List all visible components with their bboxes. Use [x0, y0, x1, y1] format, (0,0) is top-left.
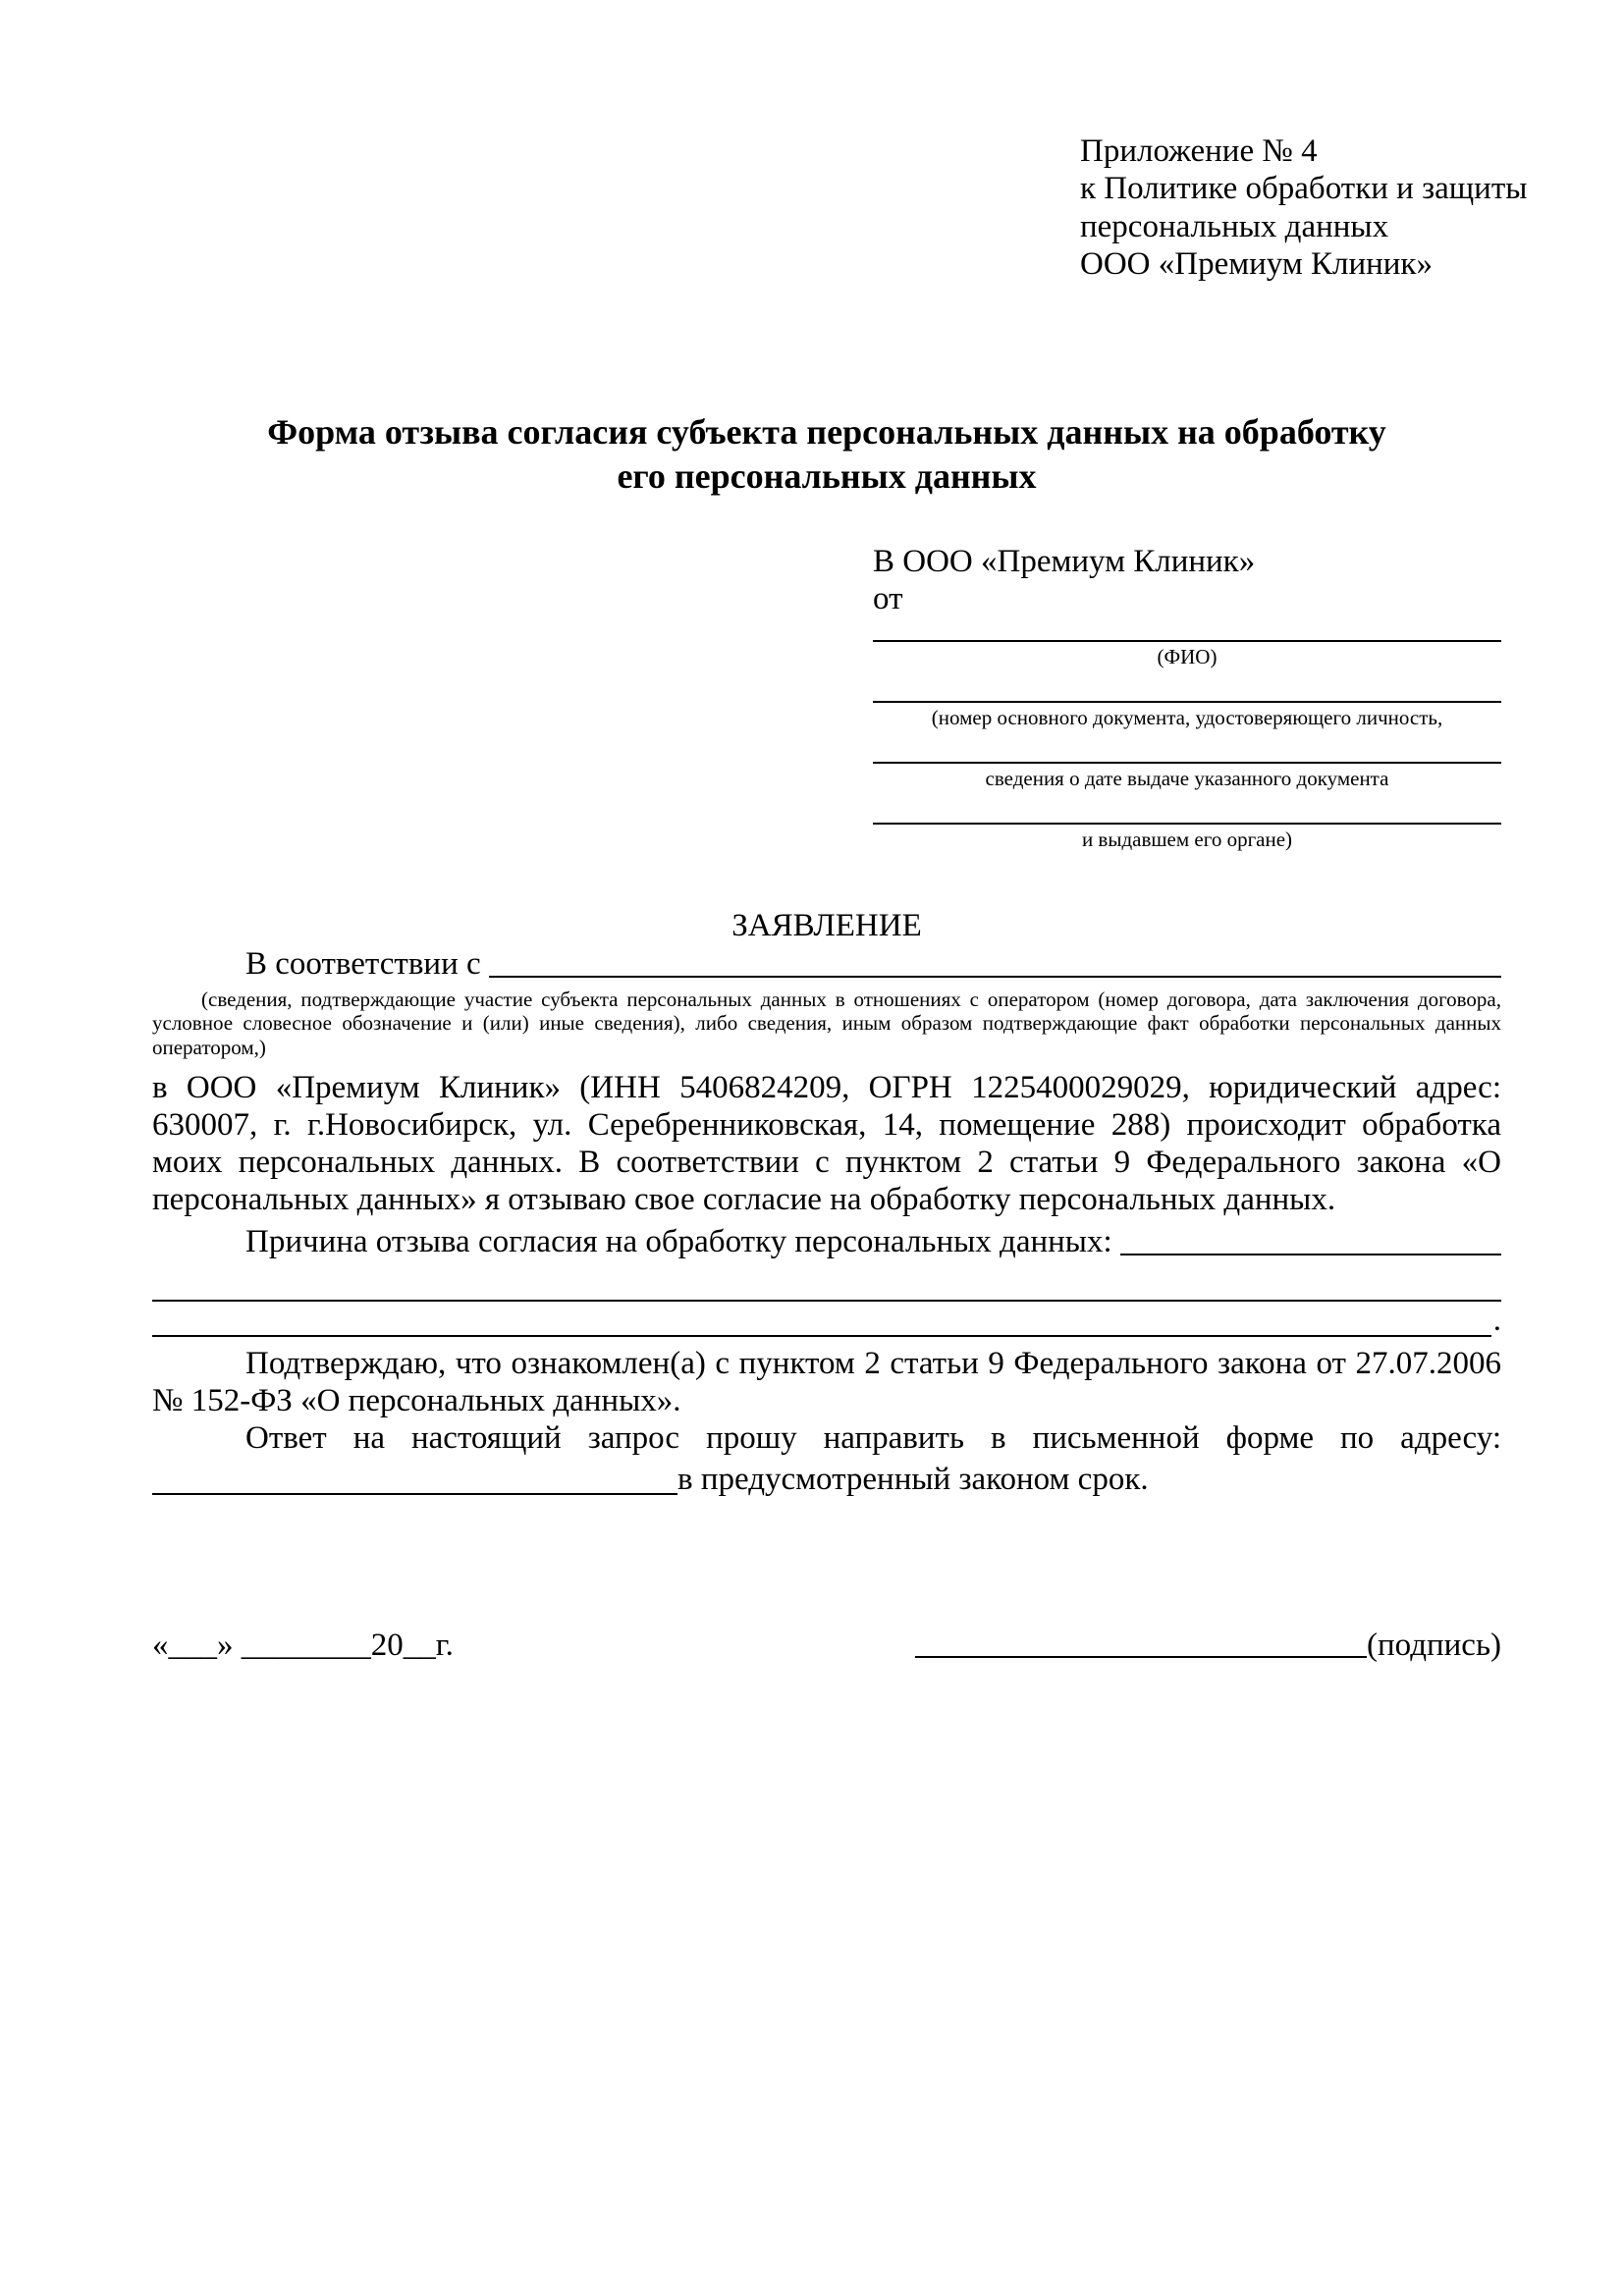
terminal-period: . — [1492, 1302, 1501, 1338]
reason-blank-line — [1120, 1254, 1501, 1255]
appendix-header-line-3: персональных данных — [1080, 208, 1389, 244]
fio-blank-line — [873, 618, 1501, 642]
id-document-blank-line — [873, 669, 1501, 703]
issuing-authority-caption: и выдавшем его органе) — [1081, 828, 1293, 852]
reason-blank-line-2 — [152, 1260, 1501, 1302]
appendix-header-line-1: Приложение № 4 — [1080, 133, 1318, 169]
date-line: «___» ________20__г. — [152, 1627, 454, 1663]
reply-address-row — [152, 1458, 1501, 1499]
addressee-org-line: В ООО «Премиум Клиник» — [873, 544, 1256, 580]
signature-group — [915, 1627, 1501, 1664]
address-blank-line — [152, 1493, 677, 1495]
appendix-header — [1080, 133, 1528, 283]
reply-paragraph: Ответ на настоящий запрос прошу направить в письменной форме по адресу: — [245, 1420, 1501, 1457]
reason-label: Причина отзыва согласия на обработку персональных данных: — [245, 1223, 1112, 1259]
addressee-block — [873, 543, 1501, 852]
intro-prefix-text: В соответствии с — [245, 945, 481, 982]
appendix-header-line-4: ООО «Премиум Клиник» — [1080, 245, 1433, 282]
signature-blank-line — [915, 1656, 1367, 1658]
fio-caption: (ФИО) — [1157, 644, 1218, 668]
id-document-caption: (номер основного документа, удостоверяющего личность, — [931, 705, 1443, 729]
statement-heading: ЗАЯВЛЕНИЕ — [731, 908, 922, 944]
reason-blank-line-3 — [152, 1335, 1491, 1337]
reply-suffix-text: в предусмотренный законом срок. — [677, 1462, 1149, 1498]
reason-blank-line-3-row — [152, 1302, 1501, 1337]
statement-intro-row — [152, 945, 1501, 983]
issuing-authority-blank-line — [873, 791, 1501, 825]
basis-blank-line — [489, 976, 1501, 978]
confirmation-paragraph: Подтверждаю, что ознакомлен(а) с пунктом 2 статьи 9 Федерального закона от 27.07.2006 № 152-ФЗ «О персональных данных». — [152, 1345, 1501, 1419]
reason-row — [152, 1223, 1501, 1260]
appendix-header-line-2: к Политике обработки и защиты — [1080, 171, 1528, 207]
date-signature-row — [152, 1627, 1501, 1664]
issue-date-blank-line — [873, 730, 1501, 764]
addressee-from-label: от — [873, 581, 903, 617]
signature-caption: (подпись) — [1367, 1627, 1501, 1663]
statement-body-paragraph: в ООО «Премиум Клиник» (ИНН 5406824209, ОГРН 1225400029029, юридический адрес: 630007, г. г.Новосибирск, ул. Серебренниковская, 14, помещение 288) происходит обработка моих персональных данных. В соответствии с пунктом 2 статьи 9 Федерального закона «О персональных данных» я отзываю свое согласие на обработку персональных данных. — [152, 1069, 1501, 1218]
document-title: Форма отзыва согласия субъекта персональных данных на обработку его персональных данных — [267, 412, 1386, 497]
footnote-text: (сведения, подтверждающие участие субъекта персональных данных в отношениях с оператором (номер договора, дата заключения договора, условное словесное обозначение и (или) иные сведения), либо сведения, иным образом подтверждающие факт обработки персональных данных оператором,) — [152, 987, 1501, 1059]
issue-date-caption: сведения о дате выдаче указанного документа — [985, 766, 1389, 790]
